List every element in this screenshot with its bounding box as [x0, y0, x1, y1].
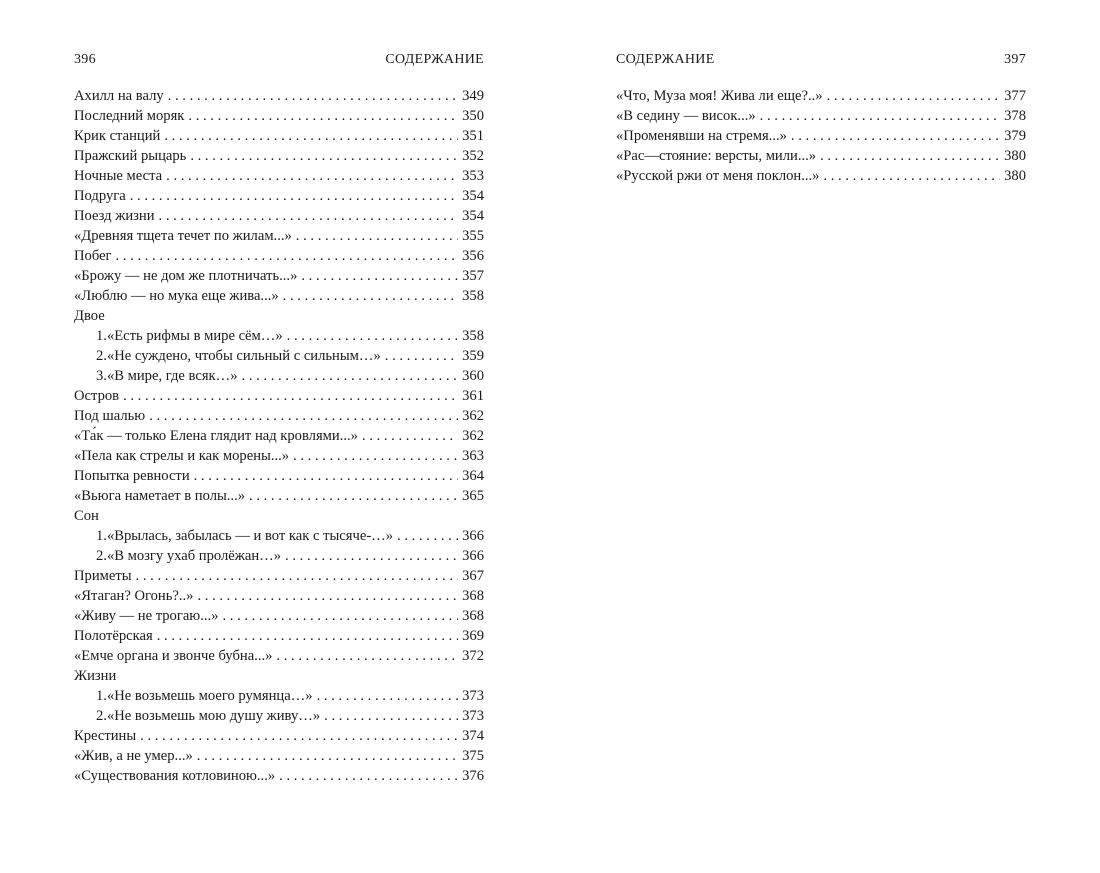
table-of-contents — [616, 86, 1026, 186]
dot-leader — [317, 686, 459, 706]
toc-entry — [74, 106, 484, 126]
toc-entry-page: 362 — [462, 428, 484, 444]
toc-entry — [74, 506, 484, 526]
toc-entry-page: 366 — [462, 528, 484, 544]
toc-entry — [74, 386, 484, 406]
toc-entry-title: «Что, Муза моя! Жива ли еще?..» — [616, 88, 823, 104]
dot-leader — [168, 86, 458, 106]
toc-entry — [74, 306, 484, 326]
toc-entry — [616, 166, 1026, 186]
toc-entry — [74, 326, 484, 346]
toc-entry-title: Приметы — [74, 568, 132, 584]
dot-leader — [324, 706, 458, 726]
toc-entry-title: Крик станций — [74, 128, 161, 144]
toc-entry — [74, 726, 484, 746]
toc-entry-title: «Врылась, забылась — и вот как с тысяче-…» — [106, 528, 394, 544]
toc-entry — [74, 246, 484, 266]
toc-entry-title: Под шалью — [74, 408, 146, 424]
left-page-header — [74, 52, 484, 72]
dot-leader — [296, 226, 458, 246]
dot-leader — [301, 266, 458, 286]
toc-entry-title: «В седину — висок...» — [616, 108, 756, 124]
toc-entry-page: 368 — [462, 608, 484, 624]
toc-entry-page: 361 — [462, 388, 484, 404]
toc-entry — [616, 86, 1026, 106]
table-of-contents — [74, 86, 484, 786]
toc-entry-number: 3. — [96, 368, 107, 384]
toc-entry-page: 359 — [462, 348, 484, 364]
toc-entry — [74, 626, 484, 646]
toc-entry-title: «Пела как стрелы и как морены...» — [74, 448, 290, 464]
toc-entry-title: «Есть рифмы в мире сём…» — [106, 328, 283, 344]
running-head: СОДЕРЖАНИЕ — [385, 52, 484, 67]
toc-entry — [74, 566, 484, 586]
toc-entry-number: 2. — [96, 708, 107, 724]
dot-leader — [279, 766, 458, 786]
dot-leader — [116, 246, 459, 266]
dot-leader — [287, 326, 458, 346]
dot-leader — [249, 486, 458, 506]
dot-leader — [197, 746, 458, 766]
toc-entry-title: «Ятаган? Огонь?..» — [74, 588, 194, 604]
dot-leader — [140, 726, 458, 746]
toc-entry-title: Полотёрская — [74, 628, 153, 644]
toc-entry — [74, 746, 484, 766]
toc-entry-title: Остров — [74, 388, 120, 404]
toc-entry-page: 366 — [462, 548, 484, 564]
toc-entry-title: «Существования котловиною...» — [74, 768, 276, 784]
dot-leader — [385, 346, 458, 366]
dot-leader — [188, 106, 458, 126]
toc-entry — [74, 586, 484, 606]
toc-entry — [74, 166, 484, 186]
page-number: 397 — [1004, 52, 1026, 67]
dot-leader — [190, 146, 458, 166]
toc-entry-page: 368 — [462, 588, 484, 604]
toc-entry-page: 350 — [462, 108, 484, 124]
dot-leader — [194, 466, 458, 486]
toc-entry-title: «Емче органа и звонче бубна...» — [74, 648, 273, 664]
toc-entry — [74, 86, 484, 106]
toc-entry — [74, 346, 484, 366]
toc-entry — [74, 366, 484, 386]
toc-entry-page: 374 — [462, 728, 484, 744]
toc-entry-title: Двое — [74, 308, 105, 324]
toc-entry — [616, 126, 1026, 146]
toc-entry-page: 358 — [462, 328, 484, 344]
dot-leader — [283, 286, 458, 306]
dot-leader — [362, 426, 458, 446]
toc-entry-title: «Живу — не трогаю...» — [74, 608, 219, 624]
right-page-header — [616, 52, 1026, 72]
toc-entry-title: Подруга — [74, 188, 126, 204]
toc-entry-page: 352 — [462, 148, 484, 164]
toc-entry — [74, 406, 484, 426]
toc-entry — [74, 486, 484, 506]
toc-entry — [74, 666, 484, 686]
toc-entry-title: «Люблю — но мука еще жива...» — [74, 288, 279, 304]
dot-leader — [197, 586, 458, 606]
toc-entry — [74, 146, 484, 166]
dot-leader — [159, 206, 459, 226]
toc-entry-page: 360 — [462, 368, 484, 384]
toc-entry-title: Ночные места — [74, 168, 163, 184]
toc-entry-title: Ахилл на валу — [74, 88, 164, 104]
toc-entry — [74, 126, 484, 146]
toc-entry-page: 376 — [462, 768, 484, 784]
dot-leader — [827, 86, 1001, 106]
toc-entry-page: 369 — [462, 628, 484, 644]
toc-entry-page: 357 — [462, 268, 484, 284]
toc-entry-page: 365 — [462, 488, 484, 504]
dot-leader — [149, 406, 458, 426]
toc-entry-title: «Та́к — только Елена глядит над кровлями...» — [74, 428, 358, 444]
toc-entry — [74, 266, 484, 286]
toc-entry-page: 362 — [462, 408, 484, 424]
page-number: 396 — [74, 52, 96, 67]
dot-leader — [823, 166, 1000, 186]
toc-entry — [74, 686, 484, 706]
toc-entry-page: 363 — [462, 448, 484, 464]
toc-entry-page: 364 — [462, 468, 484, 484]
toc-entry-page: 349 — [462, 88, 484, 104]
toc-entry-title: Жизни — [74, 668, 117, 684]
toc-entry — [616, 106, 1026, 126]
dot-leader — [791, 126, 1000, 146]
toc-entry-page: 380 — [1004, 148, 1026, 164]
toc-entry — [74, 706, 484, 726]
toc-entry-title: «В мозгу ухаб пролёжан…» — [106, 548, 282, 564]
toc-entry-page: 377 — [1004, 88, 1026, 104]
toc-entry-page: 373 — [462, 688, 484, 704]
dot-leader — [164, 126, 458, 146]
dot-leader — [285, 546, 458, 566]
toc-entry-page: 379 — [1004, 128, 1026, 144]
toc-entry-title: «Древняя тщета течет по жилам...» — [74, 228, 292, 244]
toc-entry-title: «Не возьмешь мою душу живу…» — [106, 708, 321, 724]
toc-entry-page: 367 — [462, 568, 484, 584]
toc-entry — [74, 646, 484, 666]
dot-leader — [242, 366, 459, 386]
toc-entry — [74, 466, 484, 486]
toc-entry — [74, 286, 484, 306]
dot-leader — [166, 166, 458, 186]
toc-entry-title: «Вьюга наметает в полы...» — [74, 488, 246, 504]
toc-entry-title: «Променявши на стремя...» — [616, 128, 787, 144]
toc-entry-number: 2. — [96, 348, 107, 364]
toc-entry-number: 1. — [96, 688, 107, 704]
toc-entry-title: Крестины — [74, 728, 137, 744]
right-page — [616, 52, 1026, 186]
dot-leader — [276, 646, 458, 666]
toc-entry-number: 2. — [96, 548, 107, 564]
toc-entry-title: «Брожу — не дом же плотничать...» — [74, 268, 298, 284]
toc-entry — [74, 446, 484, 466]
toc-entry-title: «Жив, а не умер...» — [74, 748, 193, 764]
toc-entry-page: 378 — [1004, 108, 1026, 124]
dot-leader — [397, 526, 458, 546]
toc-entry-page: 380 — [1004, 168, 1026, 184]
toc-entry-number: 1. — [96, 328, 107, 344]
toc-entry — [74, 766, 484, 786]
toc-entry-title: «Не суждено, чтобы сильный с сильным…» — [106, 348, 381, 364]
toc-entry-title: Сон — [74, 508, 99, 524]
toc-entry-title: Попытка ревности — [74, 468, 190, 484]
toc-entry-title: Побег — [74, 248, 112, 264]
toc-entry — [74, 186, 484, 206]
toc-entry-page: 358 — [462, 288, 484, 304]
toc-entry-title: «В мире, где всяк…» — [106, 368, 238, 384]
toc-entry-title: Поезд жизни — [74, 208, 155, 224]
toc-entry-page: 373 — [462, 708, 484, 724]
toc-entry — [616, 146, 1026, 166]
toc-entry-title: «Рас—стояние: версты, мили...» — [616, 148, 817, 164]
dot-leader — [136, 566, 459, 586]
toc-entry-title: «Не возьмешь моего румянца…» — [106, 688, 313, 704]
toc-entry-title: Последний моряк — [74, 108, 185, 124]
toc-entry — [74, 606, 484, 626]
toc-entry-page: 354 — [462, 188, 484, 204]
toc-entry-title: Пражский рыцарь — [74, 148, 187, 164]
toc-entry-page: 355 — [462, 228, 484, 244]
toc-entry — [74, 426, 484, 446]
running-head: СОДЕРЖАНИЕ — [616, 52, 715, 67]
toc-entry — [74, 526, 484, 546]
toc-entry-page: 356 — [462, 248, 484, 264]
toc-entry — [74, 226, 484, 246]
dot-leader — [123, 386, 458, 406]
dot-leader — [222, 606, 458, 626]
toc-entry-page: 375 — [462, 748, 484, 764]
toc-entry-page: 353 — [462, 168, 484, 184]
toc-entry — [74, 546, 484, 566]
toc-entry — [74, 206, 484, 226]
toc-entry-page: 351 — [462, 128, 484, 144]
toc-entry-page: 354 — [462, 208, 484, 224]
dot-leader — [820, 146, 1000, 166]
toc-entry-page: 372 — [462, 648, 484, 664]
dot-leader — [157, 626, 458, 646]
toc-entry-title: «Русской ржи от меня поклон...» — [616, 168, 820, 184]
dot-leader — [293, 446, 458, 466]
toc-entry-number: 1. — [96, 528, 107, 544]
dot-leader — [130, 186, 458, 206]
dot-leader — [760, 106, 1000, 126]
left-page — [74, 52, 484, 786]
